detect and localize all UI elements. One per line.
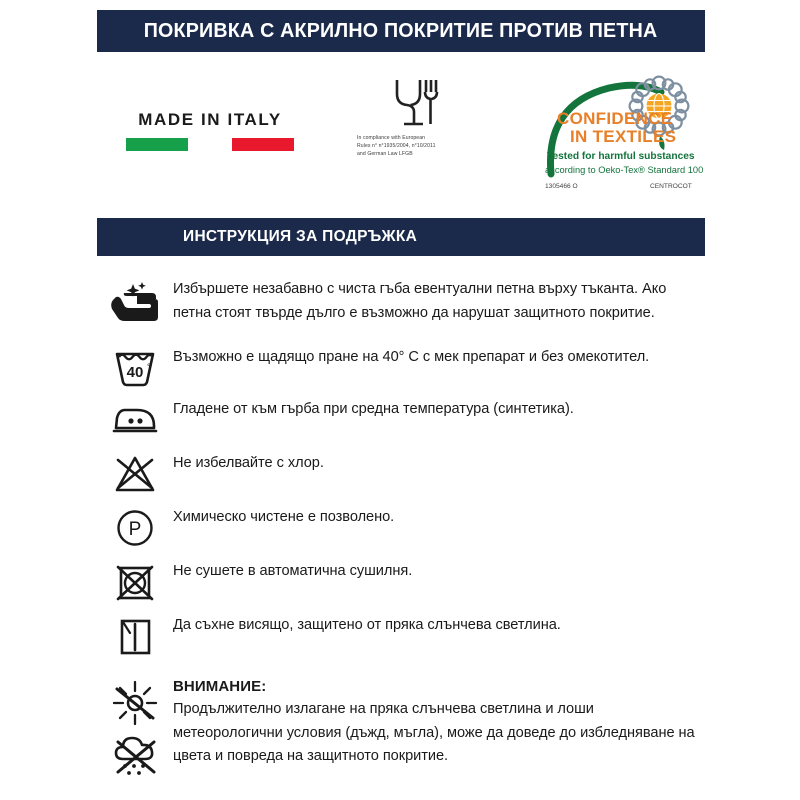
food-safe-note-line-3: and German Law LFGB [357, 150, 413, 157]
page-title: ПОКРИВКА С АКРИЛНО ПОКРИТИЕ ПРОТИВ ПЕТНА [144, 19, 658, 42]
iron-two-dots-icon [97, 398, 173, 436]
svg-text:Tested for harmful substances: Tested for harmful substances [547, 151, 695, 162]
oeko-tex-badge [537, 62, 705, 192]
svg-text:°: ° [147, 362, 151, 372]
no-rain-fog-icon [110, 732, 160, 778]
warning-body [173, 678, 705, 769]
do-not-tumble-dry-icon [97, 560, 173, 604]
dry-clean-p-icon [97, 506, 173, 548]
line-dry-icon [97, 614, 173, 658]
wash-40-icon [97, 346, 173, 388]
care-text-wash: Възможно е щадящо пране на 40° С с мек препарат и без омекотител. [173, 349, 650, 365]
flag-red-bar [232, 138, 294, 151]
wipe-hand-sponge-icon [97, 278, 173, 322]
made-in-italy-badge [115, 110, 305, 151]
warning-text: Продължително излагане на пряка слънчева светлина и лоши метеорологични условия (дъжд, мъгла), може да доведе до избледняване на цвета и повреда на защитното покритие. [173, 701, 695, 765]
food-safe-note-line-1: In compliance with European [357, 135, 426, 141]
glass-and-fork-icon [355, 74, 475, 130]
svg-text:according to Oeko-Tex® Standar: according to Oeko-Tex® Standard 100 [545, 165, 704, 175]
svg-text:IN TEXTILES: IN TEXTILES [570, 127, 677, 146]
care-text-line-dry: Да съхне висящо, защитено от пряка слънчева светлина. [173, 617, 561, 633]
care-row-dry-clean [97, 506, 705, 554]
care-row-line-dry [97, 614, 705, 662]
flag-green-bar [126, 138, 188, 151]
svg-text:CENTROCOT: CENTROCOT [650, 183, 692, 190]
care-row-iron [97, 398, 705, 446]
care-text-dry-clean: Химическо чистене е позволено. [173, 509, 395, 525]
food-safe-note [355, 135, 475, 159]
care-row-no-bleach [97, 452, 705, 500]
no-direct-sun-icon [110, 680, 160, 726]
food-safe-badge [355, 74, 475, 159]
care-text-no-bleach: Не избелвайте с хлор. [173, 455, 324, 471]
care-text-iron: Гладене от към гърба при средна температура (синтетика). [173, 401, 574, 417]
certification-badge-row [97, 62, 705, 197]
care-row-no-tumble [97, 560, 705, 608]
food-safe-note-line-2: Rules n° n°1935/2004, n°10/2011 [357, 142, 436, 149]
care-instructions-section-bar [97, 218, 705, 256]
svg-text:40: 40 [126, 364, 144, 381]
italian-flag-bars [115, 138, 305, 151]
svg-text:CONFIDENCE: CONFIDENCE [557, 109, 673, 128]
warning-title: ВНИМАНИЕ: [173, 678, 267, 695]
warning-icon-group [97, 678, 173, 778]
svg-text:1305466 O: 1305466 O [545, 183, 578, 190]
care-instructions-title: ИНСТРУКЦИЯ ЗА ПОДРЪЖКА [183, 228, 418, 245]
care-row-wipe [97, 278, 705, 340]
care-row-wash [97, 346, 705, 392]
do-not-bleach-icon [97, 452, 173, 494]
care-text-wipe: Избършете незабавно с чиста гъба евентуални петна върху тъканта. Ако петна стоят твърде дълго е възможно да нарушат защитното покритие. [173, 281, 667, 321]
care-instructions-list [97, 278, 705, 668]
label-content [97, 0, 705, 800]
svg-text:P: P [128, 519, 142, 540]
page-title-bar [97, 10, 705, 52]
made-in-italy-label: MADE IN ITALY [138, 110, 282, 129]
warning-block [97, 678, 705, 778]
care-text-no-tumble: Не сушете в автоматична сушилня. [173, 563, 413, 579]
